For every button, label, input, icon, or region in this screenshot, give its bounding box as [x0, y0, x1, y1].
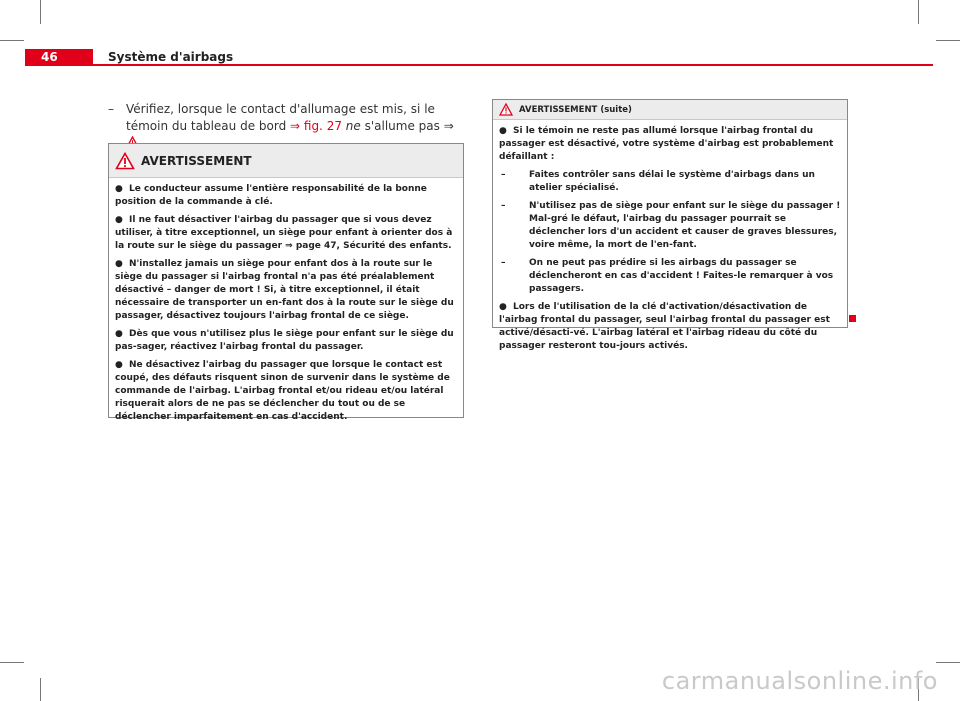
dash: –: [501, 258, 506, 268]
bullet: ●: [115, 259, 123, 269]
warning-item: [115, 183, 457, 209]
subitem-text: On ne peut pas prédire si les airbags du passager se déclencheront en cas d'accident ! Faites-le remarquer à vos passagers.: [529, 258, 834, 294]
warning-triangle-icon: [499, 103, 513, 116]
warning-item-text: Lors de l'utilisation de la clé d'activation/désactivation de l'airbag frontal du passager, seul l'airbag frontal du passager est activé/désacti-vé. L'airbag latéral et l'airbag rideau du côté du passager resteront tou-jours activés.: [499, 302, 830, 351]
bullet: ●: [115, 184, 123, 194]
warning-subitem: [499, 257, 841, 296]
warning-continued-box: [492, 99, 848, 351]
dash: –: [501, 201, 506, 211]
crop-mark: [936, 662, 960, 663]
bullet: ●: [115, 329, 123, 339]
bullet: ●: [115, 215, 123, 225]
subitem-text: N'utilisez pas de siège pour enfant sur le siège du passager ! Mal-gré le défaut, l'airbag du passager pourrait se déclencher lors d'un accident et causer de graves blessures, voire même, la mort de l'en-fant.: [529, 201, 841, 250]
warning-title: AVERTISSEMENT: [141, 153, 252, 168]
bullet: ●: [499, 302, 507, 312]
warning-subitem: [499, 200, 841, 252]
crop-mark: [918, 0, 919, 24]
crop-mark: [936, 40, 960, 41]
warning-item: [115, 214, 457, 253]
watermark: carmanualsonline.info: [661, 667, 938, 695]
page-title: Système d'airbags: [108, 50, 234, 64]
warning-item-text: Dès que vous n'utilisez plus le siège pour enfant sur le siège du pas-sager, réactivez l'airbag frontal du passager.: [115, 329, 454, 352]
warning-item: [115, 359, 457, 424]
warning-continued-title: AVERTISSEMENT (suite): [519, 104, 632, 115]
warning-item: [115, 328, 457, 354]
step-text-after: s'allume pas ⇒: [360, 119, 454, 133]
section-end-marker: [849, 315, 856, 322]
warning-item-text: N'installez jamais un siège pour enfant dos à la route sur le siège du passager si l'airbag frontal n'a pas été préalablement désactivé – danger de mort ! Si, à titre exceptionnel, il était nécessaire de transporter un en-fant dos à la route sur le siège du passager, désactivez toujours l'airbag frontal de ce siège.: [115, 259, 454, 321]
warning-item: [115, 258, 457, 323]
warning-box: [108, 143, 464, 422]
bullet: ●: [499, 126, 507, 136]
italic-word: ne: [345, 119, 361, 133]
warning-header: [109, 144, 463, 178]
figure-link[interactable]: ⇒ fig. 27: [290, 119, 342, 133]
warning-triangle-icon: [115, 152, 135, 170]
warning-item-text: Ne désactivez l'airbag du passager que lorsque le contact est coupé, des défauts risquent sinon de survenir dans le système de commande de l'airbag. L'airbag frontal et/ou rideau et/ou latéral risquerait alors de ne pas se déclencher du tout ou de se déclencher imparfaitement en cas d'accident.: [115, 360, 450, 422]
bullet: ●: [115, 360, 123, 370]
step-dash: –: [108, 102, 114, 116]
crop-mark: [40, 678, 41, 701]
crop-mark: [0, 40, 24, 41]
warning-item-text: Il ne faut désactiver l'airbag du passager que si vous devez utiliser, à titre exceptionnel, un siège pour enfant à orienter dos à la route sur le siège du passager ⇒ page 47, Sécurité des enfants.: [115, 215, 453, 251]
warning-body: [109, 178, 463, 433]
subitem-text: Faites contrôler sans délai le système d'airbags dans un atelier spécialisé.: [529, 170, 815, 193]
crop-mark: [0, 662, 24, 663]
warning-continued-header: [493, 100, 847, 120]
dash: –: [501, 170, 506, 180]
page-number: 46: [25, 49, 93, 65]
warning-item: [499, 301, 841, 353]
warning-subitem: [499, 169, 841, 195]
crop-mark: [40, 0, 41, 24]
warning-item-text: Si le témoin ne reste pas allumé lorsque l'airbag frontal du passager est désactivé, votre système d'airbag est probablement défaillant :: [499, 126, 834, 162]
warning-item: [499, 125, 841, 164]
warning-continued-body: [493, 120, 847, 362]
warning-item-text: Le conducteur assume l'entière responsabilité de la bonne position de la commande à clé.: [115, 184, 427, 207]
step-text-part: Vérifiez, lorsque le contact d'allumage est mis, si le témoin du tableau de bord: [126, 102, 435, 133]
